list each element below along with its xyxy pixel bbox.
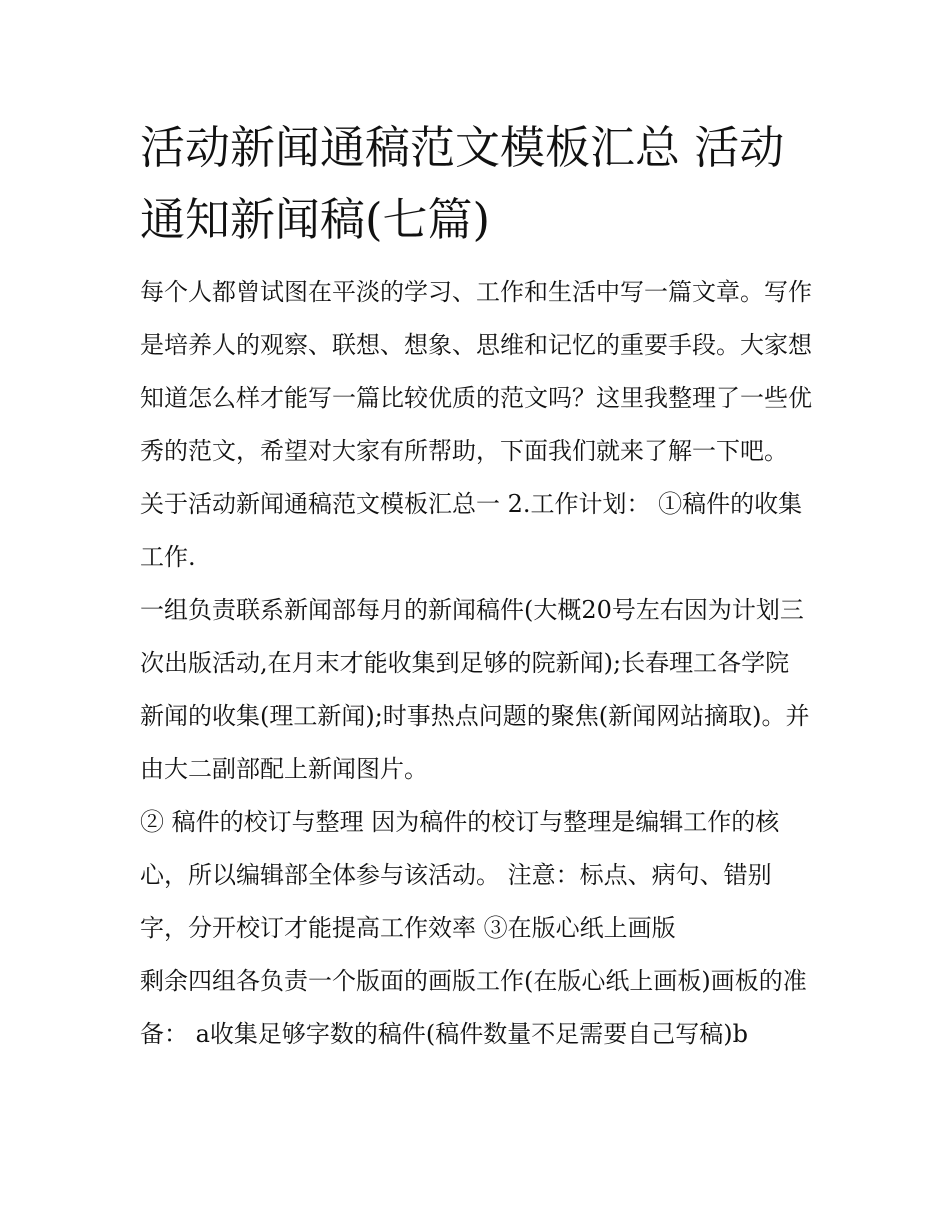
document-page: [140, 112, 812, 1061]
paragraph-group-one: 一组负责联系新闻部每月的新闻稿件(大概20号左右因为计划三次出版活动,在月末才能收集到足够的院新闻);长春理工各学院新闻的收集(理工新闻);时事热点问题的聚焦(新闻网站摘取)。并由大二副部配上新闻图片。: [140, 596, 810, 783]
paragraph-layout: 剩余四组各负责一个版面的画版工作(在版心纸上画板)画板的准备： a收集足够字数的稿件(稿件数量不足需要自己写稿)b: [140, 967, 807, 1048]
paragraph-intro: 每个人都曾试图在平淡的学习、工作和生活中写一篇文章。写作是培养人的观察、联想、想象、思维和记忆的重要手段。大家想知道怎么样才能写一篇比较优质的范文吗？这里我整理了一些优秀的范文，希望对大家有所帮助，下面我们就来了解一下吧。: [140, 278, 812, 465]
document-title: 活动新闻通稿范文模板汇总 活动通知新闻稿(七篇): [140, 121, 785, 246]
paragraph-section-one: 关于活动新闻通稿范文模板汇总一 2.工作计划： ①稿件的收集工作.: [140, 490, 803, 571]
paragraph-proofreading: ② 稿件的校订与整理 因为稿件的校订与整理是编辑工作的核心，所以编辑部全体参与该活动。 注意：标点、病句、错别字，分开校订才能提高工作效率 ③在版心纸上画版: [140, 808, 780, 942]
